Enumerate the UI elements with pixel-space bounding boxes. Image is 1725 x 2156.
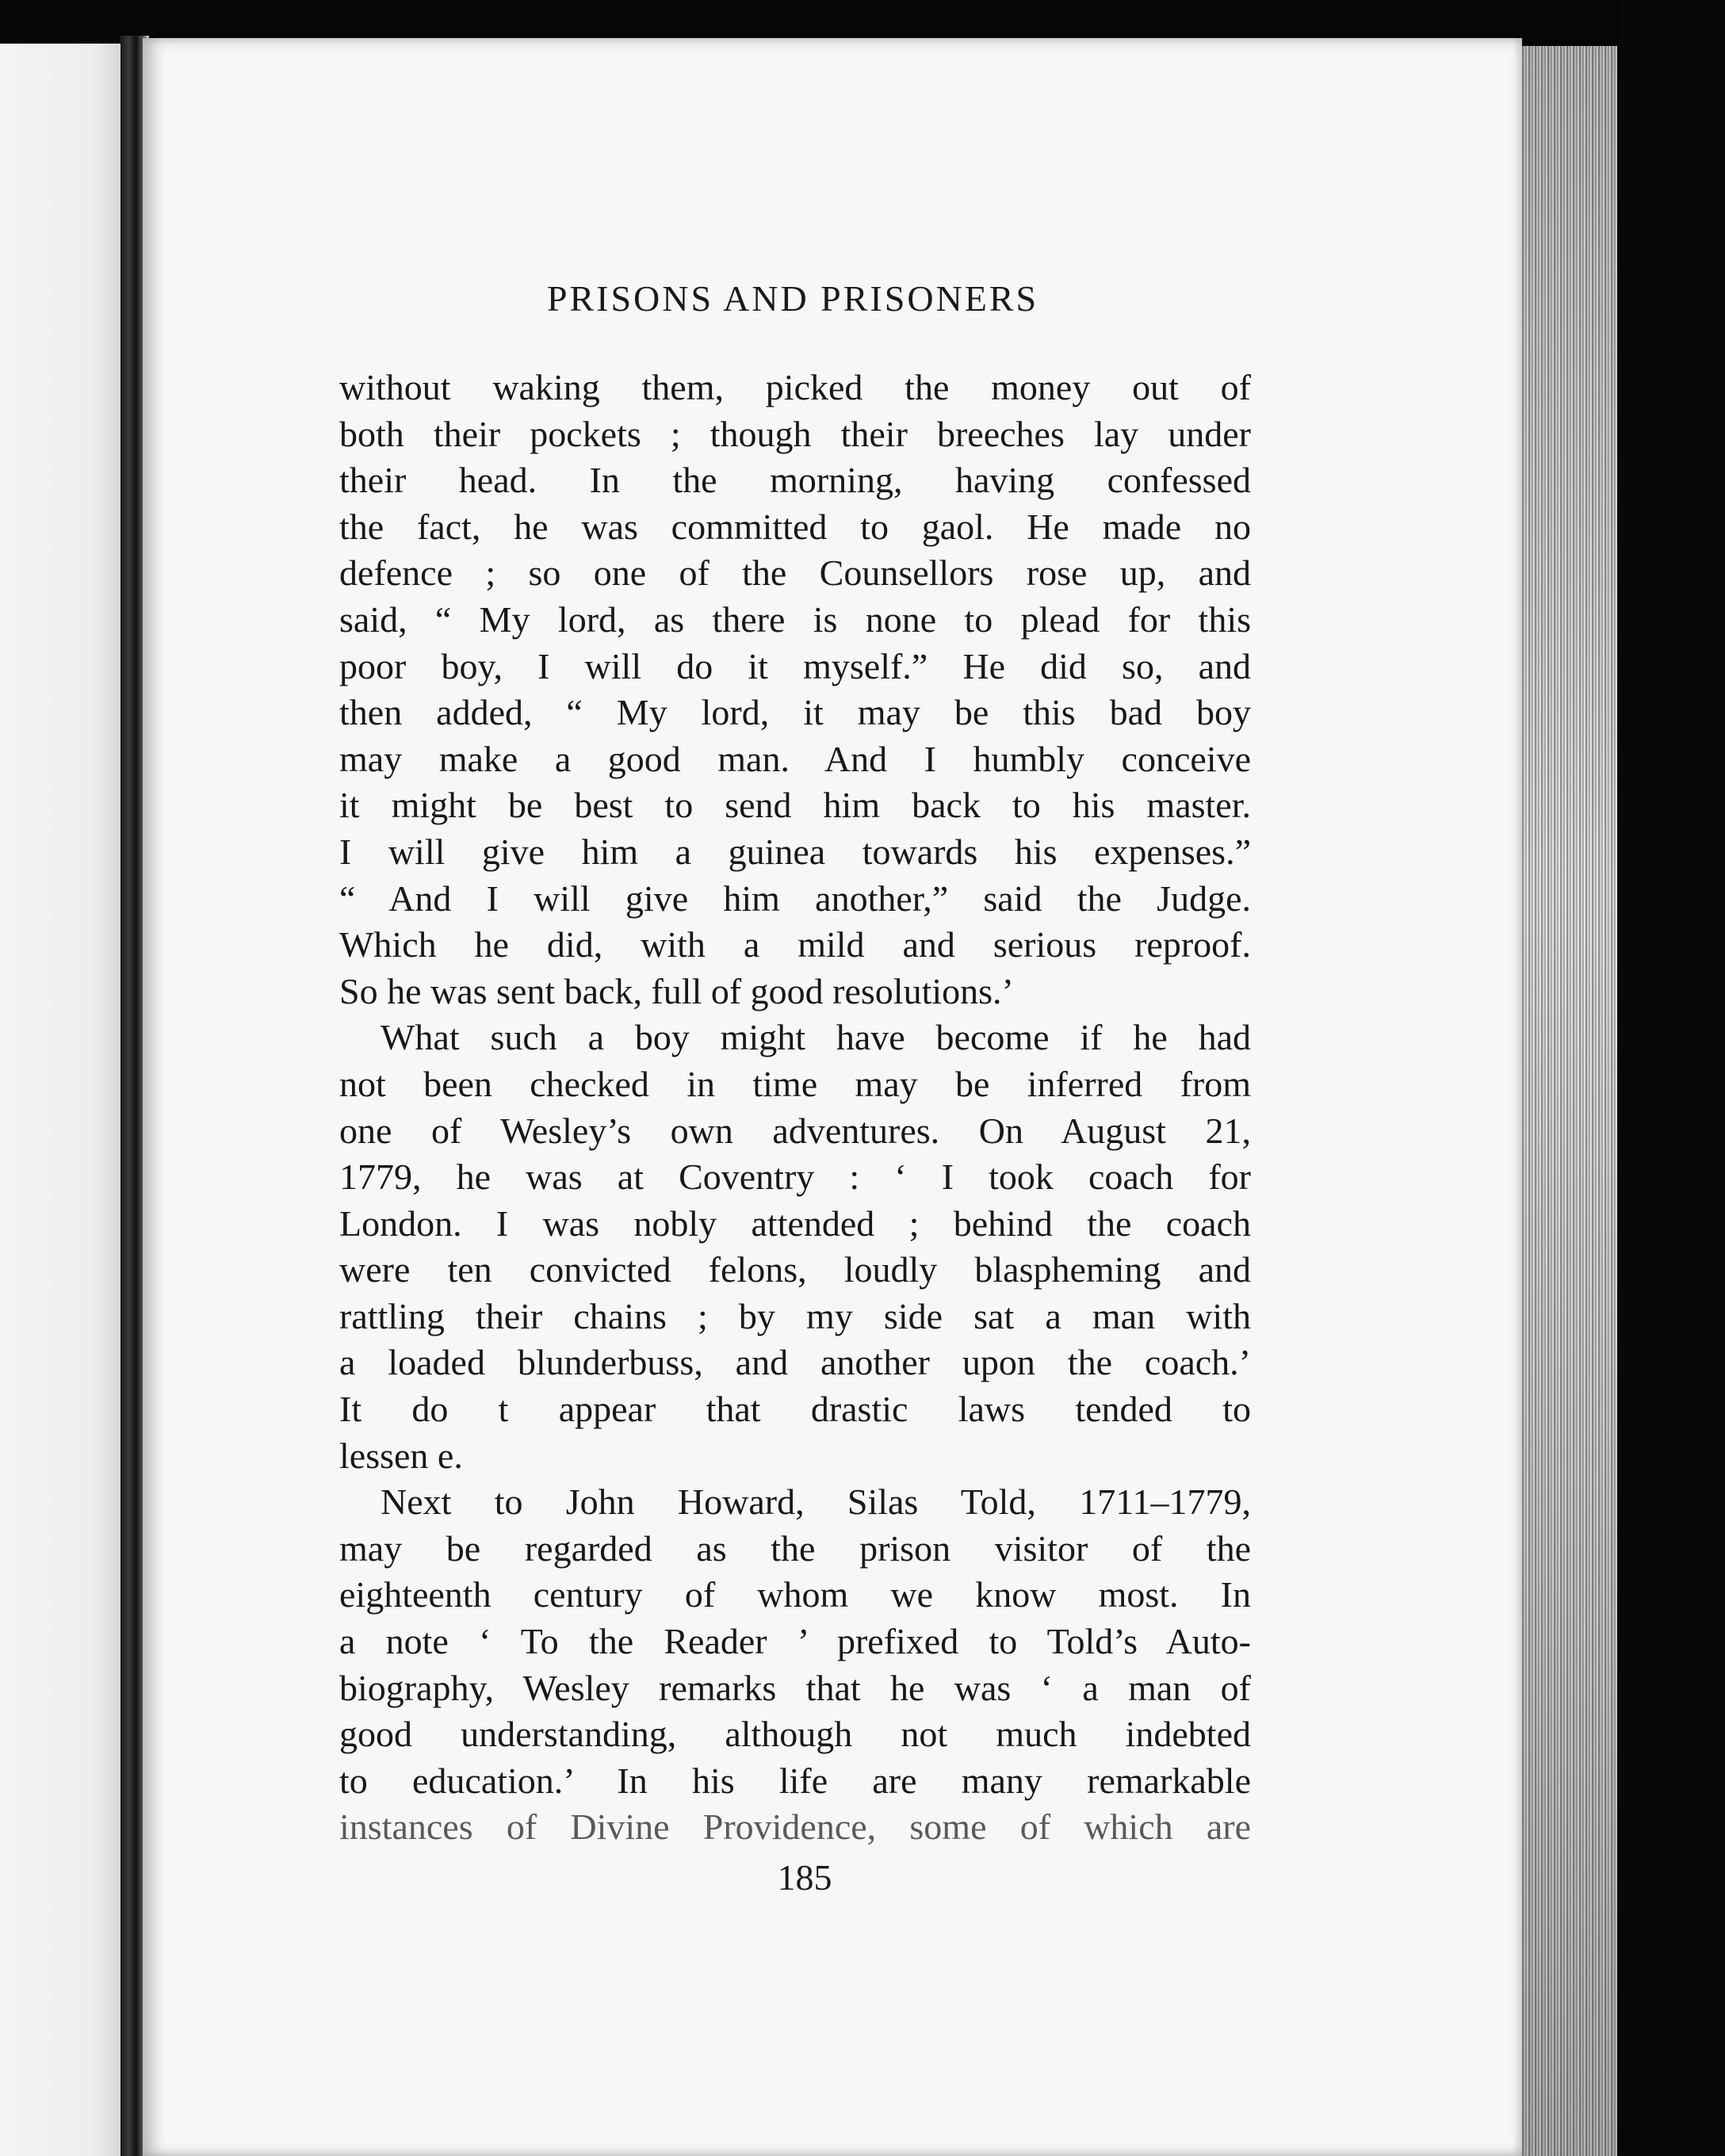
text-line: may be regarded as the prison visitor of the [339, 1527, 1251, 1569]
text-line: one of Wesley’s own adventures. On August 21, [339, 1110, 1251, 1151]
text-line: biography, Wesley remarks that he was ‘ a man of [339, 1667, 1251, 1708]
text-line: instances of Divine Providence, some of which are [339, 1806, 1251, 1848]
text-line: without waking them, picked the money out of [339, 367, 1251, 407]
text-line: I will give him a guinea towards his expenses.” [339, 831, 1251, 872]
scan-top-border [0, 0, 1725, 44]
left-page-edge [0, 44, 131, 2156]
text-line: eighteenth century of whom we know most. In [339, 1574, 1251, 1615]
body-text [339, 365, 1251, 1851]
scan-right-border [1617, 0, 1725, 2156]
text-line: a loaded blunderbuss, and another upon the coach.’ [339, 1342, 1251, 1383]
text-line: said, “ My lord, as there is none to plead for this [339, 598, 1251, 640]
text-line: Which he did, with a mild and serious reproof. [339, 924, 1251, 965]
text-line: rattling their chains ; by my side sat a man with [339, 1295, 1251, 1336]
text-line: poor boy, I will do it myself.” He did so, and [339, 645, 1251, 686]
page-number: 185 [777, 1857, 832, 1898]
text-line: Next to John Howard, Silas Told, 1711–1779, [381, 1481, 1251, 1523]
text-line: What such a boy might have become if he had [381, 1017, 1251, 1058]
text-line: their head. In the morning, having confessed [339, 460, 1251, 501]
text-line: both their pockets ; though their breeches lay under [339, 413, 1251, 454]
text-line: So he was sent back, full of good resolutions.’ [339, 970, 1014, 1011]
text-line: not been checked in time may be inferred from [339, 1063, 1251, 1104]
text-line: may make a good man. And I humbly conceive [339, 738, 1251, 779]
text-line: 1779, he was at Coventry : ‘ I took coach for [339, 1156, 1251, 1198]
running-head: PRISONS AND PRISONERS [546, 278, 1039, 319]
text-line: good understanding, although not much indebted [339, 1714, 1251, 1755]
text-line: lessen e. [339, 1435, 463, 1476]
text-line: It do t appear that drastic laws tended to [339, 1389, 1251, 1430]
text-line: “ And I will give him another,” said the Judge. [339, 877, 1251, 919]
text-line: then added, “ My lord, it may be this bad boy [339, 692, 1251, 733]
text-line: it might be best to send him back to his master. [339, 785, 1251, 826]
page-block-edges [1522, 46, 1617, 2156]
text-line: a note ‘ To the Reader ’ prefixed to Told’s Auto- [339, 1621, 1251, 1662]
text-line: the fact, he was committed to gaol. He made no [339, 506, 1251, 547]
text-line: defence ; so one of the Counsellors rose up, and [339, 552, 1251, 594]
text-line: London. I was nobly attended ; behind the coach [339, 1202, 1251, 1244]
text-line: were ten convicted felons, loudly blaspheming and [339, 1249, 1251, 1290]
text-line: to education.’ In his life are many remarkable [339, 1760, 1251, 1801]
